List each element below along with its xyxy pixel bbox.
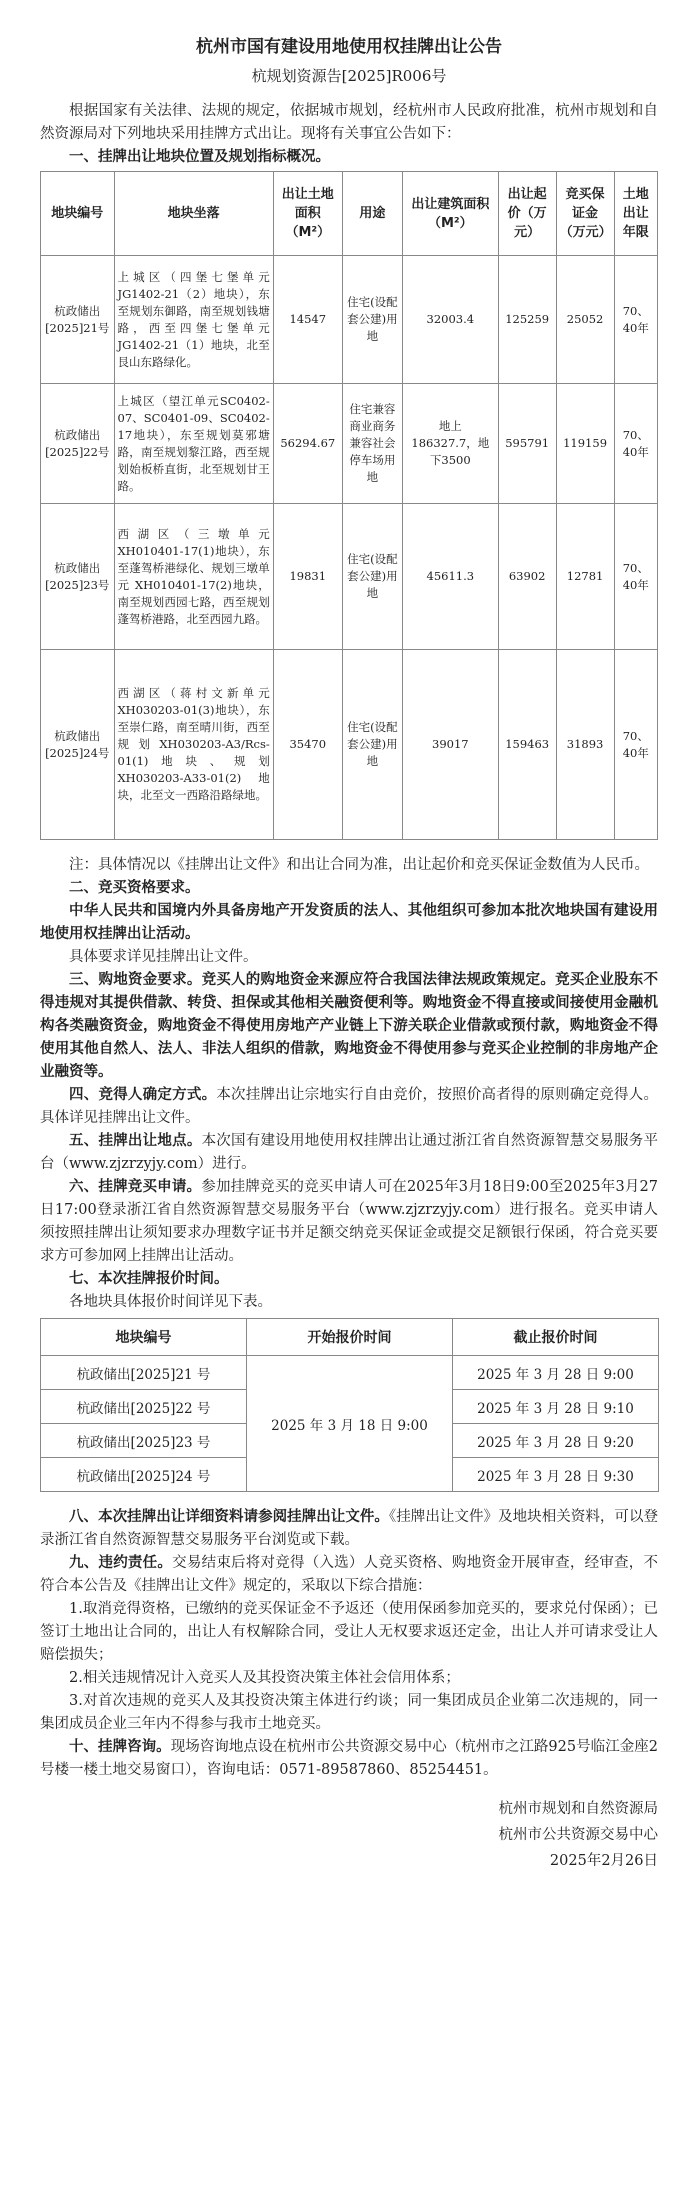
section-7-sub: 各地块具体报价时间详见下表。 — [69, 1294, 272, 1310]
header-cell: 竞买保证金（万元） — [556, 172, 614, 256]
parcel-id: 杭政储出[2025]21号 — [41, 256, 115, 384]
end-quote-time: 2025 年 3 月 28 日 9:10 — [453, 1390, 659, 1424]
end-quote-time: 2025 年 3 月 28 日 9:00 — [453, 1356, 659, 1390]
parcel-use: 住宅(设配套公建)用地 — [342, 256, 402, 384]
section-1-title: 一、挂牌出让地块位置及规划指标概况。 — [69, 149, 330, 165]
parcel-deposit: 25052 — [556, 256, 614, 384]
header-cell: 用途 — [342, 172, 402, 256]
parcel-location: 上城区（望江单元SC0402-07、SC0401-09、SC0402-17地块），东至规划莫邪塘路，南至规划黎江路，西至规划始板桥直街，北至规划甘王路。 — [114, 384, 273, 504]
parcel-area: 35470 — [273, 650, 342, 840]
parcel-start-price: 159463 — [498, 650, 556, 840]
section-2-title: 二、竞买资格要求。 — [69, 880, 200, 896]
section-9-item-1: 1.取消竞得资格，已缴纳的竞买保证金不予返还（使用保函参加竞买的，要求兑付保函）；已签订土地出让合同的，出让人有权解除合同，受让人无权要求返还定金，出让人并可请求受让人赔偿损失； — [40, 1601, 658, 1663]
parcel-floor-area: 32003.4 — [402, 256, 498, 384]
signature-org-2: 杭州市公共资源交易中心 — [498, 1827, 658, 1843]
quote-time-header — [41, 1319, 659, 1356]
header-cell: 出让建筑面积（M²） — [402, 172, 498, 256]
header-cell: 出让起价（万元） — [498, 172, 556, 256]
header-cell: 地块坐落 — [114, 172, 273, 256]
parcel-table — [40, 171, 658, 840]
parcel-area: 56294.67 — [273, 384, 342, 504]
table-row — [41, 1356, 659, 1390]
section-4 — [40, 1084, 658, 1130]
section-6-body: 参加挂牌竞买的竞买申请人可在2025年3月18日9:00至2025年3月27日17:00登录浙江省自然资源智慧交易服务平台（www.zjzrzyjy.com）进行报名。竞买申请人须按照挂牌出让须知要求办理数字证书并足额交纳竞买保证金或提交足额银行保函，符合竞买要求方可参加网上挂牌出让活动。 — [40, 1179, 659, 1264]
section-3-body: 竞买人的购地资金来源应符合我国法律法规政策规定。竞买企业股东不得违规对其提供借款、转贷、担保或其他相关融资便利等。购地资金不得直接或间接使用金融机构各类融资资金，购地资金不得使用房地产产业链上下游关联企业借款或预付款，购地资金不得使用其他自然人、法人、非法人组织的借款，购地资金不得使用参与竞买企业控制的非房地产企业融资等。 — [40, 972, 658, 1080]
time-parcel-id: 杭政储出[2025]24 号 — [41, 1458, 247, 1492]
parcel-floor-area: 39017 — [402, 650, 498, 840]
section-7-title: 七、本次挂牌报价时间。 — [69, 1271, 229, 1287]
signature-date: 2025年2月26日 — [549, 1853, 658, 1869]
parcel-location: 西湖区（三墩单元XH010401-17(1)地块），东至蓬驾桥港绿化、规划三墩单元 XH010401-17(2)地块，南至规划西园七路，西至规划蓬驾桥港路，北至西园九路。 — [114, 504, 273, 650]
section-10-body: 现场咨询地点设在杭州市公共资源交易中心（杭州市之江路925号临江金座2号楼一楼土地交易窗口），咨询电话：0571-89587860、85254451。 — [40, 1739, 658, 1778]
signature-org-1: 杭州市规划和自然资源局 — [498, 1801, 658, 1817]
parcel-area: 19831 — [273, 504, 342, 650]
parcel-id: 杭政储出[2025]24号 — [41, 650, 115, 840]
section-9-body: 交易结束后将对竞得（入选）人竞买资格、购地资金开展审查，经审查，不符合本公告及《挂牌出让文件》规定的，采取以下综合措施： — [40, 1555, 659, 1594]
table-row — [41, 650, 658, 840]
parcel-floor-area: 地上186327.7，地下3500 — [402, 384, 498, 504]
header-cell: 地块编号 — [41, 1319, 247, 1356]
parcel-term: 70、40年 — [614, 650, 657, 840]
section-5-body: 本次国有建设用地使用权挂牌出让通过浙江省自然资源智慧交易服务平台（www.zjzrzyjy.com）进行。 — [40, 1133, 658, 1172]
parcel-area: 14547 — [273, 256, 342, 384]
section-6-lead: 六、挂牌竞买申请。 — [69, 1179, 202, 1195]
quote-time-table — [40, 1318, 659, 1492]
document-number: 杭规划资源告[2025]R006号 — [251, 67, 447, 85]
parcel-location: 西湖区（蒋村文新单元XH030203-01(3)地块），东至崇仁路，南至晴川街，西至规划XH030203-A3/Rcs-01(1)地块、规划XH030203-A33-01(2)地块，北至文一西路沿路绿地。 — [114, 650, 273, 840]
end-quote-time: 2025 年 3 月 28 日 9:30 — [453, 1458, 659, 1492]
parcel-deposit: 119159 — [556, 384, 614, 504]
header-cell: 出让土地面积（M²） — [273, 172, 342, 256]
parcel-use: 住宅(设配套公建)用地 — [342, 504, 402, 650]
parcel-term: 70、40年 — [614, 504, 657, 650]
parcel-start-price: 595791 — [498, 384, 556, 504]
section-4-body: 本次挂牌出让宗地实行自由竞价，按照价高者得的原则确定竞得人。具体详见挂牌出让文件。 — [40, 1087, 659, 1126]
table-note: 注：具体情况以《挂牌出让文件》和出让合同为准，出让起价和竞买保证金数值为人民币。 — [69, 857, 649, 873]
section-9-item-3: 3.对首次违规的竞买人及其投资决策主体进行约谈；同一集团成员企业第二次违规的，同一集团成员企业三年内不得参与我市土地竞买。 — [40, 1693, 658, 1732]
time-parcel-id: 杭政储出[2025]21 号 — [41, 1356, 247, 1390]
parcel-use: 住宅兼容商业商务兼容社会停车场用地 — [342, 384, 402, 504]
table-row — [41, 256, 658, 384]
section-6 — [40, 1176, 658, 1268]
signature-block — [40, 1796, 658, 1874]
section-8 — [40, 1506, 658, 1552]
end-quote-time: 2025 年 3 月 28 日 9:20 — [453, 1424, 659, 1458]
time-parcel-id: 杭政储出[2025]22 号 — [41, 1390, 247, 1424]
section-9 — [40, 1552, 658, 1598]
section-3-lead: 三、购地资金要求。 — [69, 972, 202, 988]
time-parcel-id: 杭政储出[2025]23 号 — [41, 1424, 247, 1458]
parcel-id: 杭政储出[2025]23号 — [41, 504, 115, 650]
parcel-start-price: 125259 — [498, 256, 556, 384]
header-cell: 地块编号 — [41, 172, 115, 256]
parcel-id: 杭政储出[2025]22号 — [41, 384, 115, 504]
section-8-body: 《挂牌出让文件》及地块相关资料，可以登录浙江省自然资源智慧交易服务平台浏览或下载。 — [40, 1509, 659, 1548]
intro-paragraph: 根据国家有关法律、法规的规定，依据城市规划，经杭州市人民政府批准，杭州市规划和自然资源局对下列地块采用挂牌方式出让。现将有关事宜公告如下： — [40, 103, 658, 142]
section-2-body: 中华人民共和国境内外具备房地产开发资质的法人、其他组织可参加本批次地块国有建设用地使用权挂牌出让活动。 — [40, 903, 658, 942]
parcel-term: 70、40年 — [614, 384, 657, 504]
section-5-lead: 五、挂牌出让地点。 — [69, 1133, 202, 1149]
page-title: 杭州市国有建设用地使用权挂牌出让公告 — [196, 37, 502, 57]
header-cell: 土地出让年限 — [614, 172, 657, 256]
table-row — [41, 384, 658, 504]
parcel-floor-area: 45611.3 — [402, 504, 498, 650]
section-10-lead: 十、挂牌咨询。 — [69, 1739, 171, 1755]
section-4-lead: 四、竞得人确定方式。 — [69, 1087, 217, 1103]
section-9-lead: 九、违约责任。 — [69, 1555, 173, 1571]
header-cell: 开始报价时间 — [247, 1319, 453, 1356]
section-9-item-2: 2.相关违规情况计入竞买人及其投资决策主体社会信用体系； — [69, 1670, 460, 1686]
section-2-more: 具体要求详见挂牌出让文件。 — [69, 949, 258, 965]
section-3 — [40, 969, 658, 1084]
parcel-term: 70、40年 — [614, 256, 657, 384]
section-8-lead: 八、本次挂牌出让详细资料请参阅挂牌出让文件。 — [69, 1509, 389, 1525]
section-5 — [40, 1130, 658, 1176]
parcel-use: 住宅(设配套公建)用地 — [342, 650, 402, 840]
section-10 — [40, 1736, 658, 1782]
start-quote-time: 2025 年 3 月 18 日 9:00 — [247, 1356, 453, 1492]
parcel-start-price: 63902 — [498, 504, 556, 650]
parcel-table-header — [41, 172, 658, 256]
table-row — [41, 504, 658, 650]
parcel-deposit: 31893 — [556, 650, 614, 840]
parcel-location: 上城区（四堡七堡单元JG1402-21（2）地块），东至规划东御路，南至规划钱塘路，西至四堡七堡单元 JG1402-21（1）地块，北至艮山东路绿化。 — [114, 256, 273, 384]
parcel-deposit: 12781 — [556, 504, 614, 650]
header-cell: 截止报价时间 — [453, 1319, 659, 1356]
